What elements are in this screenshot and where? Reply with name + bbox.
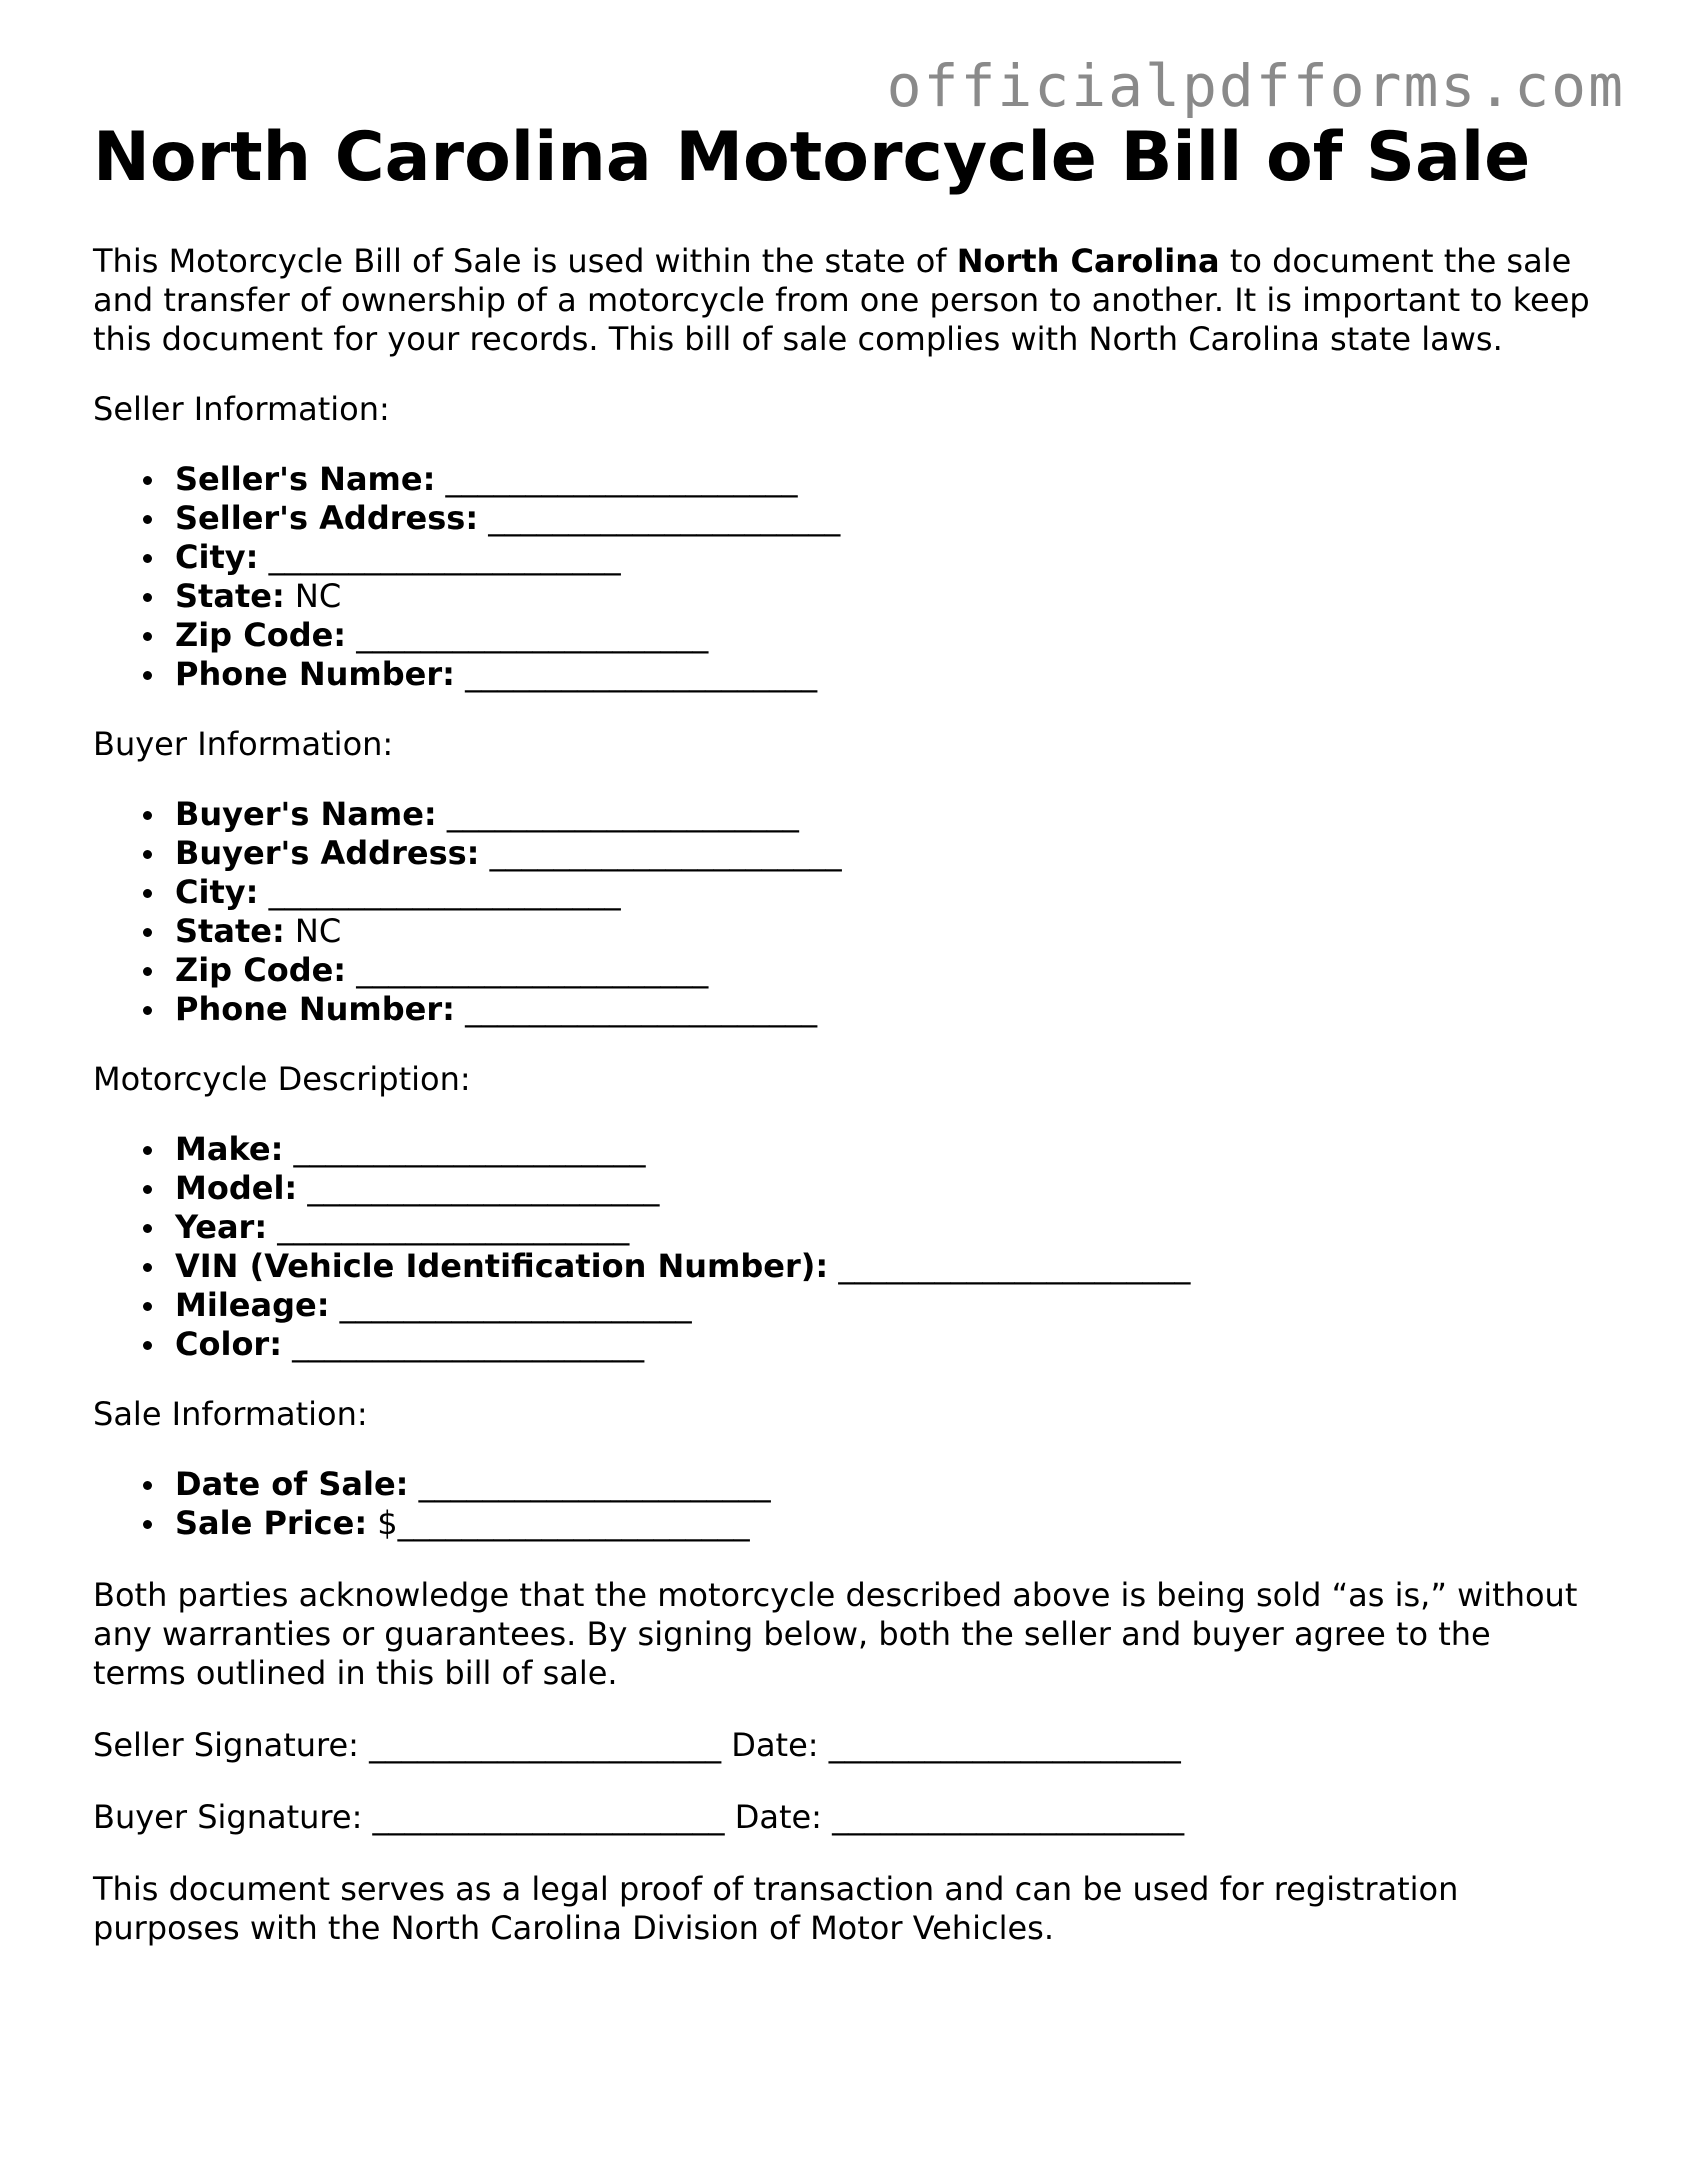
field-label: Zip Code: — [175, 951, 347, 989]
seller-name-field — [175, 460, 1593, 499]
seller-date-blank[interactable]: ______________________ — [828, 1726, 1181, 1764]
field-value[interactable]: $______________________ — [377, 1504, 750, 1542]
document-title: North Carolina Motorcycle Bill of Sale — [93, 118, 1531, 197]
field-label: Phone Number: — [175, 655, 455, 693]
seller-signature-label: Seller Signature: — [93, 1726, 359, 1764]
field-label: State: — [175, 912, 285, 950]
intro-paragraph — [93, 242, 1593, 359]
field-label: Buyer's Address: — [175, 834, 480, 872]
buyer-phone-field — [175, 990, 1593, 1029]
field-value[interactable]: ______________________ — [339, 1286, 692, 1324]
field-value[interactable]: ______________________ — [307, 1169, 660, 1207]
document-body — [93, 118, 1593, 1948]
field-value[interactable]: ______________________ — [465, 655, 818, 693]
field-value[interactable]: ______________________ — [465, 990, 818, 1028]
sale-section-heading: Sale Information: — [93, 1395, 368, 1433]
watermark: officialpdfforms.com — [886, 52, 1625, 120]
field-label: Sale Price: — [175, 1504, 368, 1542]
field-label: Color: — [175, 1325, 282, 1363]
field-value[interactable]: ______________________ — [418, 1465, 771, 1503]
field-label: City: — [175, 873, 259, 911]
field-value[interactable]: ______________________ — [838, 1247, 1191, 1285]
field-value[interactable]: ______________________ — [489, 834, 842, 872]
seller-zip-field — [175, 616, 1593, 655]
field-label: Year: — [175, 1208, 268, 1246]
buyer-signature-line — [93, 1798, 1593, 1837]
closing-paragraph: This document serves as a legal proof of transaction and can be used for registration purposes with the North Carolina Division of Motor Vehicles. — [93, 1870, 1459, 1947]
field-value[interactable]: ______________________ — [293, 1130, 646, 1168]
field-value: NC — [294, 577, 342, 615]
sale-price-field — [175, 1504, 1593, 1543]
seller-signature-line — [93, 1726, 1593, 1765]
seller-address-field — [175, 499, 1593, 538]
field-label: Mileage: — [175, 1286, 330, 1324]
field-label: Phone Number: — [175, 990, 455, 1028]
field-label: City: — [175, 538, 259, 576]
buyer-city-field — [175, 873, 1593, 912]
seller-field-list — [93, 460, 1593, 694]
field-value[interactable]: ______________________ — [292, 1325, 645, 1363]
field-label: Buyer's Name: — [175, 795, 437, 833]
buyer-date-blank[interactable]: ______________________ — [832, 1798, 1185, 1836]
model-field — [175, 1169, 1593, 1208]
seller-city-field — [175, 538, 1593, 577]
year-field — [175, 1208, 1593, 1247]
seller-state-field — [175, 577, 1593, 616]
buyer-name-field — [175, 795, 1593, 834]
field-value[interactable]: ______________________ — [488, 499, 841, 537]
field-label: Seller's Name: — [175, 460, 436, 498]
field-value[interactable]: ______________________ — [356, 951, 709, 989]
acknowledgment-paragraph: Both parties acknowledge that the motorcycle described above is being sold “as is,” without any warranties or guarantees. By signing below, both the seller and buyer agree to the terms outlined in this bill of sale. — [93, 1576, 1578, 1692]
sale-field-list — [93, 1465, 1593, 1543]
field-value[interactable]: ______________________ — [268, 873, 621, 911]
buyer-signature-blank[interactable]: ______________________ — [372, 1798, 725, 1836]
mileage-field — [175, 1286, 1593, 1325]
motorcycle-section-heading: Motorcycle Description: — [93, 1060, 471, 1098]
vin-field — [175, 1247, 1593, 1286]
intro-text-end: to document the sale and transfer of ownership of a motorcycle from one person to another. It is important to keep this document for your records. This bill of sale complies with North Carolina state laws. — [93, 242, 1590, 358]
field-label: Model: — [175, 1169, 298, 1207]
buyer-date-label: Date: — [734, 1798, 822, 1836]
buyer-state-field — [175, 912, 1593, 951]
buyer-field-list — [93, 795, 1593, 1029]
date-of-sale-field — [175, 1465, 1593, 1504]
field-label: Zip Code: — [175, 616, 347, 654]
buyer-address-field — [175, 834, 1593, 873]
buyer-signature-label: Buyer Signature: — [93, 1798, 363, 1836]
intro-state-name: North Carolina — [956, 242, 1220, 280]
make-field — [175, 1130, 1593, 1169]
field-label: Make: — [175, 1130, 284, 1168]
seller-phone-field — [175, 655, 1593, 694]
field-label: Date of Sale: — [175, 1465, 409, 1503]
field-value[interactable]: ______________________ — [277, 1208, 630, 1246]
field-value[interactable]: ______________________ — [446, 795, 799, 833]
intro-text-start: This Motorcycle Bill of Sale is used within the state of — [93, 242, 957, 280]
field-label: State: — [175, 577, 285, 615]
seller-section-heading: Seller Information: — [93, 390, 390, 428]
field-value[interactable]: ______________________ — [268, 538, 621, 576]
color-field — [175, 1325, 1593, 1364]
seller-signature-blank[interactable]: ______________________ — [369, 1726, 722, 1764]
seller-date-label: Date: — [731, 1726, 819, 1764]
field-label: Seller's Address: — [175, 499, 479, 537]
buyer-section-heading: Buyer Information: — [93, 725, 394, 763]
field-label: VIN (Vehicle Identification Number): — [175, 1247, 829, 1285]
motorcycle-field-list — [93, 1130, 1593, 1364]
field-value[interactable]: ______________________ — [445, 460, 798, 498]
field-value: NC — [294, 912, 342, 950]
buyer-zip-field — [175, 951, 1593, 990]
field-value[interactable]: ______________________ — [356, 616, 709, 654]
